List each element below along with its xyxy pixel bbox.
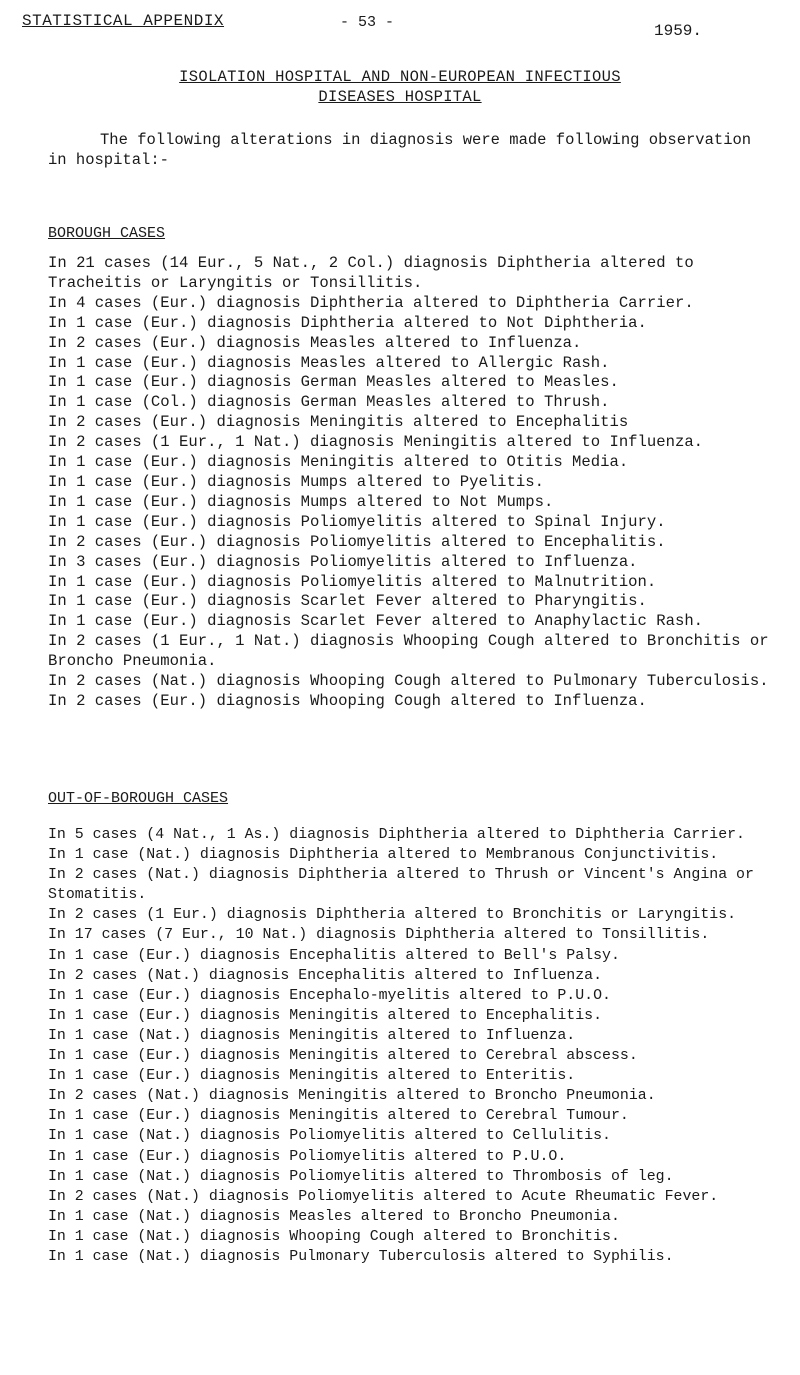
borough-case-entry: In 2 cases (Nat.) diagnosis Whooping Cough altered to Pulmonary Tuberculosis. (48, 672, 769, 691)
out-of-borough-list (48, 825, 788, 1267)
borough-case-entry: In 1 case (Eur.) diagnosis Poliomyelitis altered to Malnutrition. (48, 572, 657, 591)
borough-case-entry: In 2 cases (Eur.) diagnosis Meningitis altered to Encephalitis (48, 413, 629, 432)
borough-case-entry: In 1 case (Eur.) diagnosis Mumps altered to Pyelitis. (48, 472, 544, 491)
outside-case-entry: In 1 case (Nat.) diagnosis Poliomyelitis altered to Thrombosis of leg. (48, 1168, 674, 1185)
borough-cases-list (48, 254, 788, 712)
outside-case-entry: In 1 case (Nat.) diagnosis Whooping Cough altered to Bronchitis. (48, 1228, 620, 1245)
borough-case-entry: In 2 cases (Eur.) diagnosis Measles altered to Influenza. (48, 333, 582, 352)
out-of-borough-heading: OUT-OF-BOROUGH CASES (48, 790, 229, 807)
borough-case-entry: In 4 cases (Eur.) diagnosis Diphtheria altered to Diphtheria Carrier. (48, 293, 694, 312)
borough-case-entry: In 3 cases (Eur.) diagnosis Poliomyelitis altered to Influenza. (48, 552, 638, 571)
borough-case-entry: In 2 cases (1 Eur., 1 Nat.) diagnosis Meningitis altered to Influenza. (48, 433, 704, 452)
document-title-line2: DISEASES HOSPITAL (318, 88, 482, 106)
borough-case-entry: In 1 case (Eur.) diagnosis Poliomyelitis altered to Spinal Injury. (48, 512, 666, 531)
outside-case-entry: In 1 case (Nat.) diagnosis Meningitis altered to Influenza. (48, 1027, 576, 1044)
outside-case-entry: In 2 cases (Nat.) diagnosis Diphtheria altered to Thrush or Vincent's Angina or Stomatitis. (48, 867, 754, 904)
outside-case-entry: In 1 case (Nat.) diagnosis Pulmonary Tuberculosis altered to Syphilis. (48, 1248, 674, 1265)
borough-case-entry: In 1 case (Eur.) diagnosis German Measles altered to Measles. (48, 373, 619, 392)
outside-case-entry: In 2 cases (Nat.) diagnosis Meningitis altered to Broncho Pneumonia. (48, 1088, 656, 1105)
outside-case-entry: In 1 case (Eur.) diagnosis Poliomyelitis altered to P.U.O. (48, 1148, 567, 1165)
borough-case-entry: In 1 case (Col.) diagnosis German Measles altered to Thrush. (48, 393, 610, 412)
outside-case-entry: In 1 case (Nat.) diagnosis Measles altered to Broncho Pneumonia. (48, 1208, 620, 1225)
borough-case-entry: In 1 case (Eur.) diagnosis Meningitis altered to Otitis Media. (48, 453, 629, 472)
outside-case-entry: In 1 case (Eur.) diagnosis Meningitis altered to Enteritis. (48, 1068, 576, 1085)
outside-case-entry: In 1 case (Nat.) diagnosis Poliomyelitis altered to Cellulitis. (48, 1128, 611, 1145)
borough-case-entry: In 1 case (Eur.) diagnosis Measles altered to Allergic Rash. (48, 353, 610, 372)
outside-case-entry: In 1 case (Eur.) diagnosis Meningitis altered to Cerebral Tumour. (48, 1108, 629, 1125)
appendix-label: STATISTICAL APPENDIX (22, 12, 225, 30)
outside-case-entry: In 2 cases (Nat.) diagnosis Poliomyelitis altered to Acute Rheumatic Fever. (48, 1188, 719, 1205)
borough-case-entry: In 21 cases (14 Eur., 5 Nat., 2 Col.) diagnosis Diphtheria altered to Tracheitis or Laryngitis or Tonsillitis. (48, 254, 694, 292)
outside-case-entry: In 1 case (Eur.) diagnosis Meningitis altered to Encephalitis. (48, 1007, 603, 1024)
borough-case-entry: In 1 case (Eur.) diagnosis Mumps altered to Not Mumps. (48, 492, 554, 511)
outside-case-entry: In 1 case (Eur.) diagnosis Meningitis altered to Cerebral abscess. (48, 1048, 638, 1065)
borough-case-entry: In 1 case (Eur.) diagnosis Diphtheria altered to Not Diphtheria. (48, 313, 647, 332)
borough-cases-heading: BOROUGH CASES (48, 225, 166, 242)
outside-case-entry: In 2 cases (1 Eur.) diagnosis Diphtheria altered to Bronchitis or Laryngitis. (48, 907, 737, 924)
borough-case-entry: In 1 case (Eur.) diagnosis Scarlet Fever altered to Pharyngitis. (48, 592, 647, 611)
outside-case-entry: In 2 cases (Nat.) diagnosis Encephalitis altered to Influenza. (48, 967, 603, 984)
outside-case-entry: In 1 case (Eur.) diagnosis Encephalitis altered to Bell's Palsy. (48, 947, 620, 964)
intro-paragraph: The following alterations in diagnosis were made following observation in hospital:- (48, 131, 752, 169)
borough-case-entry: In 1 case (Eur.) diagnosis Scarlet Fever altered to Anaphylactic Rash. (48, 612, 704, 631)
borough-case-entry: In 2 cases (1 Eur., 1 Nat.) diagnosis Whooping Cough altered to Bronchitis or Broncho Pneumonia. (48, 632, 769, 671)
document-title-line1: ISOLATION HOSPITAL AND NON-EUROPEAN INFECTIOUS (179, 68, 621, 86)
outside-case-entry: In 1 case (Eur.) diagnosis Encephalo-myelitis altered to P.U.O. (48, 987, 611, 1004)
outside-case-entry: In 5 cases (4 Nat., 1 As.) diagnosis Diphtheria altered to Diphtheria Carrier. (48, 827, 745, 843)
outside-case-entry: In 1 case (Nat.) diagnosis Diphtheria altered to Membranous Conjunctivitis. (48, 847, 719, 864)
year-label: 1959. (654, 22, 703, 40)
outside-case-entry: In 17 cases (7 Eur., 10 Nat.) diagnosis Diphtheria altered to Tonsillitis. (48, 927, 710, 944)
page-number: - 53 - (340, 14, 395, 31)
borough-case-entry: In 2 cases (Eur.) diagnosis Poliomyelitis altered to Encephalitis. (48, 532, 666, 551)
borough-case-entry: In 2 cases (Eur.) diagnosis Whooping Cough altered to Influenza. (48, 691, 647, 710)
